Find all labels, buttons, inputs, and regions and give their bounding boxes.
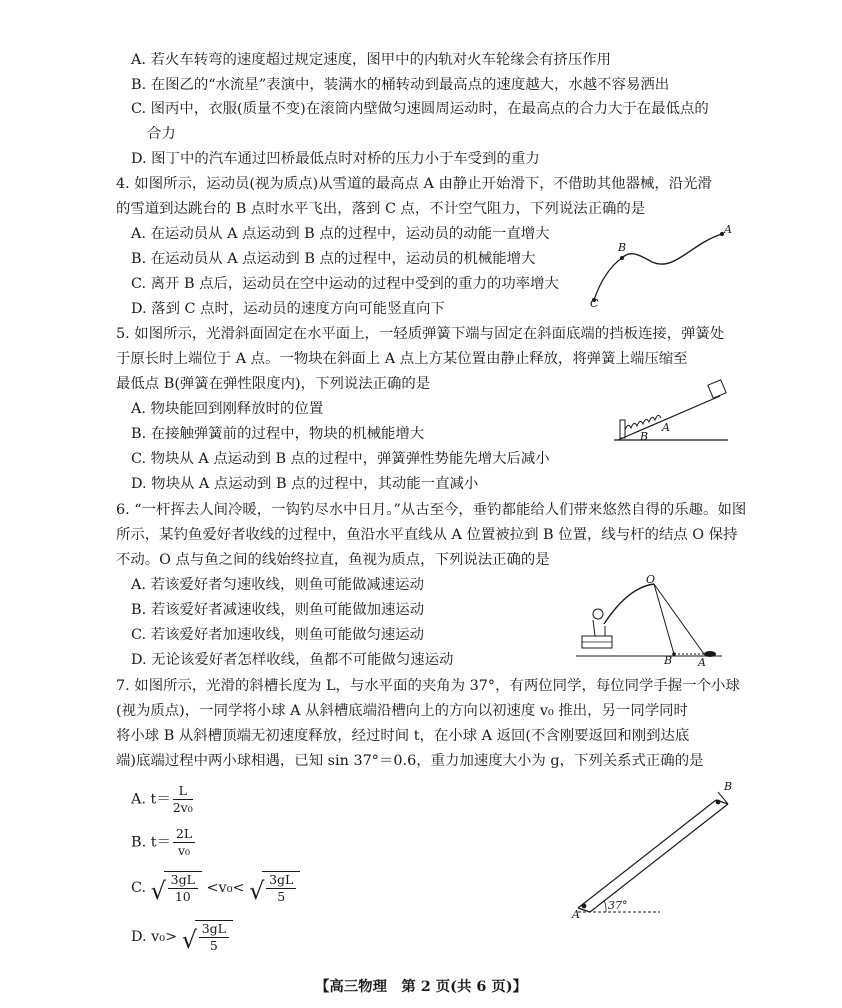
label-b: B	[618, 241, 627, 254]
label-b: B	[664, 654, 673, 667]
q3-option-a: A. 若火车转弯的速度超过规定速度，图甲中的内轨对火车轮缘会有挤压作用	[131, 52, 612, 68]
q7-stem: 7. 如图所示，光滑的斜槽长度为 L，与水平面的夹角为 37°，有两位同学，每位同学手握一个小球	[116, 678, 740, 694]
rod	[604, 584, 654, 624]
q7-option-a: A. t＝ $\frac{L}{\text{2v₀}}$	[131, 783, 193, 815]
q3-option-c-cont: 合力	[147, 126, 176, 142]
q4-option-d: D. 落到 C 点时，运动员的速度方向可能竖直向下	[131, 301, 445, 317]
q5-option-a: A. 物块能回到刚释放时的位置	[131, 401, 324, 417]
fraction: $\frac{2L}{\text{v₀}}$	[173, 826, 195, 859]
q5-option-c: C. 物块从 A 点运动到 B 点的过程中，弹簧弹性势能先增大后减小	[131, 451, 550, 467]
q6-option-c: C. 若该爱好者加速收线，则鱼可能做匀速运动	[131, 627, 425, 643]
q6-stem-cont: 所示，某钓鱼爱好者收线的过程中，鱼沿水平直线从 A 位置被拉到 B 位置，线与杆的结点 O 保持	[116, 527, 738, 543]
inclined-groove-figure	[568, 778, 738, 921]
q5-option-d: D. 物块从 A 点运动到 B 点的过程中，其动能一直减小	[131, 476, 479, 492]
label-a: A	[662, 421, 670, 434]
q7-stem-cont2: 将小球 B 从斜槽顶端无初速度释放，经过时间 t，在小球 A 返回(不含刚要返回和刚到达底	[116, 728, 690, 744]
q4-stem: 4. 如图所示，运动员(视为质点)从雪道的最高点 A 由静止开始滑下，不借助其他器械，沿光滑	[116, 176, 712, 192]
q3-option-b: B. 在图乙的“水流星”表演中，装满水的桶转动到最高点的速度越大，水越不容易洒出	[131, 77, 670, 93]
q6-stem: 6. “一杆挥去人间冷暖，一钩钓尽水中日月。”从古至今，垂钓都能给人们带来悠然自得的乐趣。如图	[116, 502, 747, 518]
q3-option-d: D. 图丁中的汽车通过凹桥最低点时对桥的压力小于车受到的重力	[131, 151, 540, 167]
q6-stem-cont2: 不动。O 点与鱼之间的线始终拉直，鱼视为质点，下列说法正确的是	[116, 552, 550, 568]
sqrt-expression: √ $\frac{3gL}{5}$	[249, 871, 300, 905]
label-b: B	[640, 430, 649, 443]
label-a: A	[724, 223, 732, 236]
label-b: B	[724, 780, 733, 793]
q5-stem: 5. 如图所示，光滑斜面固定在水平面上，一轻质弹簧下端与固定在斜面底端的挡板连接，弹簧处	[116, 326, 725, 342]
fraction: $\frac{L}{\text{2v₀}}$	[172, 783, 193, 815]
q6-option-a: A. 若该爱好者匀速收线，则鱼可能做减速运动	[131, 577, 424, 593]
q5-option-b: B. 在接触弹簧前的过程中，物块的机械能增大	[131, 426, 425, 442]
q5-stem-cont: 于原长时上端位于 A 点。一物块在斜面上 A 点上方某位置由静止释放，将弹簧上端压缩至	[116, 351, 688, 367]
q7-stem-cont3: 端)底端过程中两小球相遇，已知 sin 37°＝0.6，重力加速度大小为 g，下列关系式正确的是	[116, 753, 704, 769]
label-a: A	[572, 908, 580, 921]
q7-option-b: B. t＝ $\frac{2L}{\text{v₀}}$	[131, 826, 197, 859]
sqrt-expression: √ $\frac{3gL}{5}$	[182, 920, 233, 954]
ball-a	[582, 904, 587, 909]
q6-option-b: B. 若该爱好者减速收线，则鱼可能做加速运动	[131, 602, 425, 618]
ball-b	[716, 800, 721, 805]
q6-option-d: D. 无论该爱好者怎样收线，鱼都不可能做匀速运动	[131, 652, 454, 668]
q4-option-b: B. 在运动员从 A 点运动到 B 点的过程中，运动员的机械能增大	[131, 251, 536, 267]
flight-path	[594, 258, 622, 300]
q3-option-c: C. 图丙中，衣服(质量不变)在滚筒内壁做匀速圆周运动时，在最高点的合力大于在最低点的	[131, 101, 709, 117]
angle-label: 37°	[608, 899, 628, 912]
slope-curve	[622, 234, 722, 264]
q4-stem-cont: 的雪道到达跳台的 B 点时水平飞出，落到 C 点，不计空气阻力，下列说法正确的是	[116, 201, 646, 217]
fishing-figure	[576, 573, 724, 669]
spring	[625, 415, 661, 430]
q4-option-c: C. 离开 B 点后，运动员在空中运动的过程中受到的重力的功率增大	[131, 276, 559, 292]
fisherman-head	[593, 609, 603, 619]
label-o: O	[646, 573, 656, 586]
q4-option-a: A. 在运动员从 A 点运动到 B 点的过程中，运动员的动能一直增大	[131, 226, 550, 242]
ski-slope-figure	[580, 222, 740, 312]
sqrt-expression: √ $\frac{3gL}{10}$	[151, 871, 202, 905]
q7-option-d: D. v₀> √ $\frac{3gL}{5}$	[131, 920, 233, 954]
q5-stem-cont2: 最低点 B(弹簧在弹性限度内)，下列说法正确的是	[116, 376, 431, 392]
page-footer: 【高三物理 第 2 页(共 6 页)】	[315, 978, 527, 995]
q7-option-c: C. √ $\frac{3gL}{10}$ <v₀< √ $\frac{3gL}{5}$	[131, 871, 300, 905]
label-c: C	[590, 297, 599, 310]
q7-stem-cont: (视为质点)，一同学将小球 A 从斜槽底端沿槽向上的方向以初速度 v₀ 推出，另一同学同时	[116, 703, 688, 719]
label-a: A	[698, 656, 706, 669]
incline-spring-figure	[612, 374, 732, 446]
